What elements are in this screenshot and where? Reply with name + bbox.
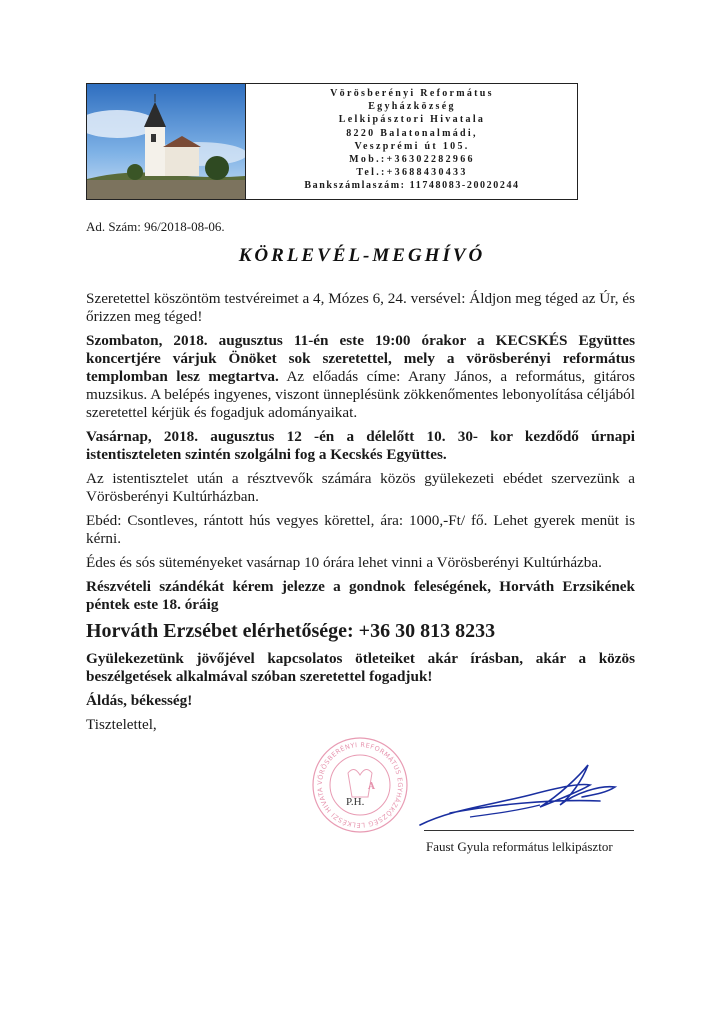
handwritten-signature xyxy=(410,755,630,840)
address-line: Egyházközség xyxy=(368,101,456,113)
address-line: Veszprémi út 105. xyxy=(354,140,470,152)
parish-stamp xyxy=(310,735,410,840)
concert-announcement: Szombaton, 2018. augusztus 11-én este 19:00 órakor a KECSKÉS Együttes koncertjére várjuk Önöket sok szeretettel, mely a vörösberényi református templomban lesz megtartva. xyxy=(86,332,635,385)
svg-text:A: A xyxy=(368,782,375,792)
sunday-service-paragraph xyxy=(86,428,635,464)
address-line: 8220 Balatonalmádi, xyxy=(346,127,478,139)
signature-block xyxy=(300,735,640,860)
bank-account-line: Bankszámlaszám: 11748083-20020244 xyxy=(304,180,520,192)
reference-number: Ad. Szám: 96/2018-08-06. xyxy=(86,219,225,234)
menu-paragraph: Ebéd: Csontleves, rántott hús vegyes körettel, ára: 1000,-Ft/ fő. Lehet gyerek menüt is kérni. xyxy=(86,512,635,547)
address-line: Lelkipásztori Hivatala xyxy=(338,114,486,126)
letter-body xyxy=(86,290,635,740)
blessing-text: Áldás, békesség! xyxy=(86,692,193,709)
lunch-paragraph: Az istentisztelet után a résztvevők számára közös gyülekezeti ebédet szervezünk a Vörösberényi Kultúrházban. xyxy=(86,470,635,505)
greeting-paragraph: Szeretettel köszöntöm testvéreimet a 4, Mózes 6, 24. versével: Áldjon meg téged az Úr, és őrizzen meg téged! xyxy=(86,290,635,325)
parish-address xyxy=(247,87,577,193)
stamp-ph-label: P.H. xyxy=(346,796,365,808)
blessing-line xyxy=(86,692,635,710)
address-line: Tel.:+3688430433 xyxy=(356,167,468,179)
ideas-paragraph xyxy=(86,650,635,686)
church-photo xyxy=(87,84,246,199)
sunday-service-text: Vasárnap, 2018. augusztus 12 -én a délelőtt 10. 30- kor kezdődő úrnapi istentiszteleten szintén szolgálni fog a Kecskés Együttes. xyxy=(86,428,635,463)
signature-line xyxy=(424,830,634,831)
stamp-ring-text: VÖRÖSBERÉNYI REFORMÁTUS EGYHÁZKÖZSÉG LELKÉSZI HIVATA xyxy=(315,740,405,830)
address-line: Vörösberényi Református xyxy=(330,88,494,99)
letterhead xyxy=(86,83,578,200)
document-title: KÖRLEVÉL-MEGHÍVÓ xyxy=(238,245,486,266)
rsvp-paragraph xyxy=(86,578,635,614)
closing-line: Tisztelettel, xyxy=(86,716,157,733)
pastries-paragraph: Édes és sós süteményeket vasárnap 10 órára lehet vinni a Vörösberényi Kultúrházba. xyxy=(86,554,602,571)
ideas-text: Gyülekezetünk jövőjével kapcsolatos ötleteiket akár írásban, akár a közös beszélgetések alkalmával szóban szeretettel fogadjuk! xyxy=(86,650,635,685)
concert-details: Az előadás címe: Arany János, a református, gitáros muzsikus. A belépés ingyenes, viszont ünneplésünk zökkenőmentes lebonyolítása céljából szeretettel kérjük és fogadjuk adományaikat. xyxy=(86,368,635,421)
contact-line: Horváth Erzsébet elérhetősége: +36 30 813 8233 xyxy=(86,620,496,642)
concert-paragraph xyxy=(86,332,635,422)
signer-name: Faust Gyula református lelkipásztor xyxy=(426,839,613,854)
address-line: Mob.:+36302282966 xyxy=(349,154,475,166)
rsvp-text: Részvételi szándékát kérem jelezze a gondnok feleségének, Horváth Erzsikének péntek este 18. óráig xyxy=(86,578,635,613)
